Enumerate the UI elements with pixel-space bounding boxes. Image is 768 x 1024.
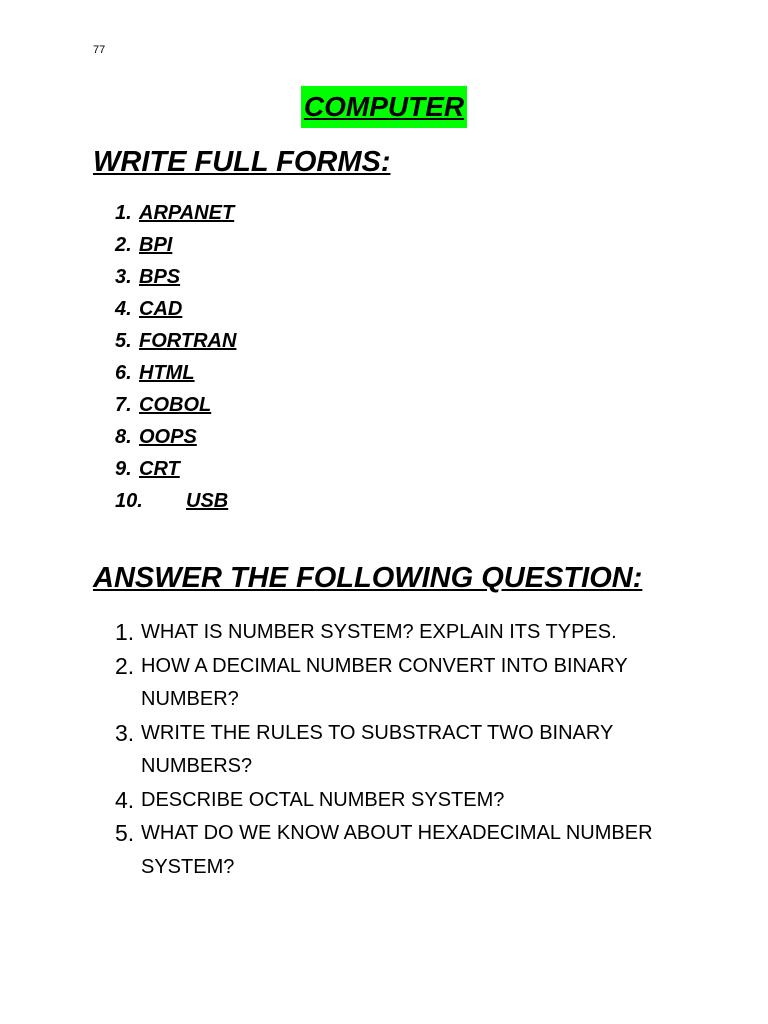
list-item-number: 6. bbox=[115, 362, 132, 384]
questions-list bbox=[115, 616, 695, 884]
list-item-number: 4. bbox=[115, 298, 132, 320]
list-item-text: OOPS bbox=[139, 426, 197, 448]
list-item-number: 2. bbox=[115, 234, 132, 256]
list-item-number: 9. bbox=[115, 458, 132, 480]
subject-title-text: COMPUTER bbox=[301, 86, 467, 128]
full-forms-heading: WRITE FULL FORMS: bbox=[93, 146, 391, 178]
question-item bbox=[115, 616, 695, 650]
question-item bbox=[115, 817, 695, 884]
list-item-text: COBOL bbox=[139, 394, 212, 416]
list-item-number: 3. bbox=[115, 266, 132, 288]
question-number: 4. bbox=[115, 786, 135, 813]
page-number: 77 bbox=[93, 44, 106, 56]
question-number: 2. bbox=[115, 652, 135, 679]
list-item-number: 5. bbox=[115, 330, 132, 352]
list-item bbox=[115, 231, 236, 263]
list-item bbox=[115, 423, 236, 455]
list-item-number: 8. bbox=[115, 426, 132, 448]
list-item-text: BPI bbox=[139, 234, 173, 256]
question-number: 3. bbox=[115, 719, 135, 746]
question-text: WHAT DO WE KNOW ABOUT HEXADECIMAL NUMBER SYSTEM? bbox=[141, 822, 653, 878]
question-item bbox=[115, 650, 695, 717]
list-item bbox=[115, 391, 236, 423]
list-item-number: 1. bbox=[115, 202, 132, 224]
full-forms-list bbox=[115, 199, 236, 519]
question-text: WHAT IS NUMBER SYSTEM? EXPLAIN ITS TYPES. bbox=[141, 621, 617, 643]
question-item bbox=[115, 784, 695, 818]
list-item-text: USB bbox=[186, 490, 229, 512]
list-item bbox=[115, 487, 236, 519]
question-text: HOW A DECIMAL NUMBER CONVERT INTO BINARY NUMBER? bbox=[141, 654, 628, 710]
question-text: WRITE THE RULES TO SUBSTRACT TWO BINARY NUMBERS? bbox=[141, 721, 613, 777]
list-item bbox=[115, 327, 236, 359]
list-item-text: FORTRAN bbox=[139, 330, 237, 352]
list-item-text: ARPANET bbox=[139, 202, 235, 224]
list-item-number: 7. bbox=[115, 394, 132, 416]
question-item bbox=[115, 717, 695, 784]
list-item bbox=[115, 359, 236, 391]
question-number: 5. bbox=[115, 820, 135, 846]
question-text: DESCRIBE OCTAL NUMBER SYSTEM? bbox=[141, 788, 505, 811]
question-number: 1. bbox=[115, 619, 135, 645]
subject-title bbox=[0, 86, 768, 128]
questions-heading: ANSWER THE FOLLOWING QUESTION: bbox=[93, 562, 643, 594]
list-item bbox=[115, 263, 236, 295]
list-item bbox=[115, 295, 236, 327]
list-item-text: CRT bbox=[139, 458, 180, 480]
list-item-text: CAD bbox=[139, 298, 183, 320]
list-item bbox=[115, 455, 236, 487]
list-item-text: HTML bbox=[139, 362, 195, 384]
list-item bbox=[115, 199, 236, 231]
list-item-text: BPS bbox=[139, 266, 181, 288]
list-item-number: 10. bbox=[115, 490, 143, 512]
